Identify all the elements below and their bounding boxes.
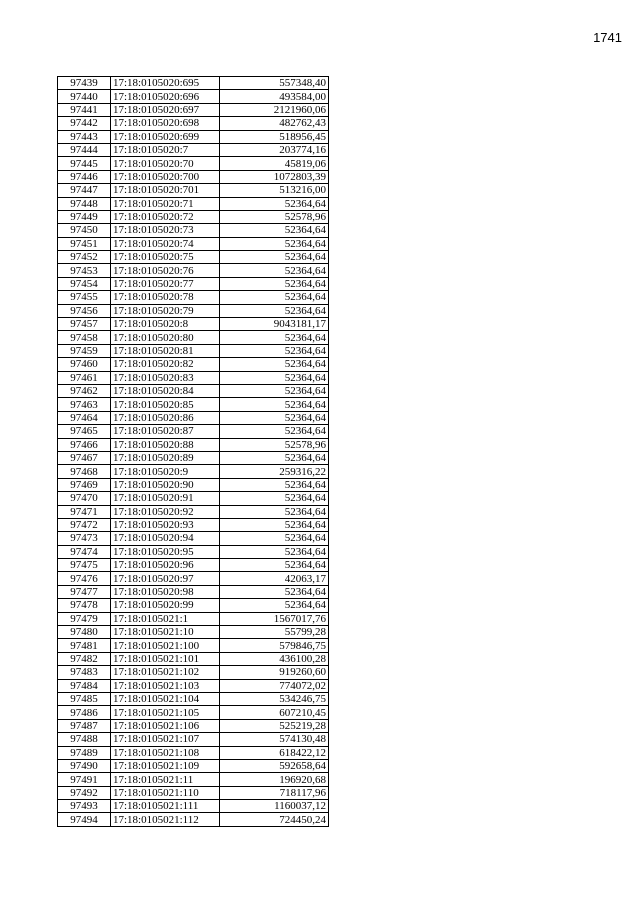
value-cell: 52364,64 — [220, 492, 329, 505]
cadastral-number-cell: 17:18:0105020:76 — [111, 264, 220, 277]
row-number-cell: 97485 — [58, 692, 111, 705]
table-row — [58, 318, 329, 331]
row-number-cell: 97474 — [58, 545, 111, 558]
value-cell: 52364,64 — [220, 264, 329, 277]
table-row — [58, 773, 329, 786]
cadastral-number-cell: 17:18:0105020:87 — [111, 425, 220, 438]
table-row — [58, 612, 329, 625]
value-cell: 534246,75 — [220, 692, 329, 705]
cadastral-number-cell: 17:18:0105020:82 — [111, 358, 220, 371]
row-number-cell: 97469 — [58, 478, 111, 491]
value-cell: 1072803,39 — [220, 170, 329, 183]
cadastral-number-cell: 17:18:0105020:697 — [111, 103, 220, 116]
cadastral-number-cell: 17:18:0105020:99 — [111, 599, 220, 612]
value-cell: 52364,64 — [220, 545, 329, 558]
value-cell: 52364,64 — [220, 599, 329, 612]
table-row — [58, 465, 329, 478]
value-cell: 52364,64 — [220, 304, 329, 317]
value-cell: 607210,45 — [220, 706, 329, 719]
row-number-cell: 97492 — [58, 786, 111, 799]
value-cell: 718117,96 — [220, 786, 329, 799]
table-row — [58, 251, 329, 264]
row-number-cell: 97483 — [58, 666, 111, 679]
row-number-cell: 97467 — [58, 451, 111, 464]
value-cell: 52364,64 — [220, 277, 329, 290]
row-number-cell: 97486 — [58, 706, 111, 719]
table-row — [58, 170, 329, 183]
cadastral-number-cell: 17:18:0105020:94 — [111, 532, 220, 545]
row-number-cell: 97458 — [58, 331, 111, 344]
row-number-cell: 97471 — [58, 505, 111, 518]
row-number-cell: 97449 — [58, 210, 111, 223]
table-row — [58, 264, 329, 277]
cadastral-number-cell: 17:18:0105021:112 — [111, 813, 220, 826]
cadastral-number-cell: 17:18:0105020:71 — [111, 197, 220, 210]
table-row — [58, 197, 329, 210]
cadastral-number-cell: 17:18:0105020:73 — [111, 224, 220, 237]
row-number-cell: 97477 — [58, 585, 111, 598]
value-cell: 513216,00 — [220, 184, 329, 197]
row-number-cell: 97456 — [58, 304, 111, 317]
table-row — [58, 411, 329, 424]
table-row — [58, 130, 329, 143]
page-number: 1741 — [593, 30, 622, 45]
table-row — [58, 210, 329, 223]
cadastral-number-cell: 17:18:0105020:80 — [111, 331, 220, 344]
cadastral-number-cell: 17:18:0105021:107 — [111, 733, 220, 746]
value-cell: 55799,28 — [220, 626, 329, 639]
table-row — [58, 626, 329, 639]
table-row — [58, 733, 329, 746]
table-row — [58, 237, 329, 250]
value-cell: 557348,40 — [220, 77, 329, 90]
value-cell: 52364,64 — [220, 398, 329, 411]
table-row — [58, 692, 329, 705]
table-row — [58, 451, 329, 464]
table-row — [58, 291, 329, 304]
row-number-cell: 97470 — [58, 492, 111, 505]
value-cell: 52364,64 — [220, 478, 329, 491]
table-row — [58, 344, 329, 357]
table-row — [58, 157, 329, 170]
cadastral-number-cell: 17:18:0105020:88 — [111, 438, 220, 451]
table-row — [58, 184, 329, 197]
table-row — [58, 532, 329, 545]
row-number-cell: 97487 — [58, 719, 111, 732]
row-number-cell: 97465 — [58, 425, 111, 438]
cadastral-number-cell: 17:18:0105020:98 — [111, 585, 220, 598]
table-row — [58, 518, 329, 531]
value-cell: 45819,06 — [220, 157, 329, 170]
value-cell: 52364,64 — [220, 291, 329, 304]
cadastral-number-cell: 17:18:0105021:111 — [111, 800, 220, 813]
value-cell: 592658,64 — [220, 759, 329, 772]
cadastral-number-cell: 17:18:0105020:70 — [111, 157, 220, 170]
value-cell: 52364,64 — [220, 532, 329, 545]
cadastral-number-cell: 17:18:0105021:1 — [111, 612, 220, 625]
table-row — [58, 143, 329, 156]
value-cell: 52364,64 — [220, 331, 329, 344]
row-number-cell: 97443 — [58, 130, 111, 143]
row-number-cell: 97488 — [58, 733, 111, 746]
cadastral-number-cell: 17:18:0105021:10 — [111, 626, 220, 639]
cadastral-number-cell: 17:18:0105021:102 — [111, 666, 220, 679]
cadastral-number-cell: 17:18:0105020:93 — [111, 518, 220, 531]
row-number-cell: 97493 — [58, 800, 111, 813]
table-row — [58, 585, 329, 598]
table-row — [58, 800, 329, 813]
value-cell: 493584,00 — [220, 90, 329, 103]
value-cell: 52364,64 — [220, 518, 329, 531]
cadastral-number-cell: 17:18:0105020:84 — [111, 384, 220, 397]
row-number-cell: 97481 — [58, 639, 111, 652]
table-row — [58, 398, 329, 411]
row-number-cell: 97491 — [58, 773, 111, 786]
table-row — [58, 505, 329, 518]
table-row — [58, 277, 329, 290]
table-row — [58, 478, 329, 491]
row-number-cell: 97490 — [58, 759, 111, 772]
value-cell: 525219,28 — [220, 719, 329, 732]
row-number-cell: 97439 — [58, 77, 111, 90]
row-number-cell: 97475 — [58, 559, 111, 572]
table-row — [58, 384, 329, 397]
value-cell: 1567017,76 — [220, 612, 329, 625]
cadastral-number-cell: 17:18:0105020:75 — [111, 251, 220, 264]
row-number-cell: 97463 — [58, 398, 111, 411]
cadastral-number-cell: 17:18:0105020:74 — [111, 237, 220, 250]
cadastral-number-cell: 17:18:0105020:85 — [111, 398, 220, 411]
table-row — [58, 425, 329, 438]
row-number-cell: 97453 — [58, 264, 111, 277]
cadastral-number-cell: 17:18:0105020:92 — [111, 505, 220, 518]
row-number-cell: 97457 — [58, 318, 111, 331]
table-row — [58, 224, 329, 237]
cadastral-number-cell: 17:18:0105020:7 — [111, 143, 220, 156]
cadastral-number-cell: 17:18:0105020:95 — [111, 545, 220, 558]
row-number-cell: 97445 — [58, 157, 111, 170]
table-row — [58, 746, 329, 759]
table-row — [58, 371, 329, 384]
cadastral-number-cell: 17:18:0105020:699 — [111, 130, 220, 143]
value-cell: 436100,28 — [220, 652, 329, 665]
table-row — [58, 545, 329, 558]
cadastral-number-cell: 17:18:0105020:696 — [111, 90, 220, 103]
value-cell: 42063,17 — [220, 572, 329, 585]
row-number-cell: 97468 — [58, 465, 111, 478]
cadastral-number-cell: 17:18:0105020:86 — [111, 411, 220, 424]
cadastral-number-cell: 17:18:0105020:83 — [111, 371, 220, 384]
value-cell: 2121960,06 — [220, 103, 329, 116]
cadastral-value-table — [57, 76, 329, 827]
row-number-cell: 97472 — [58, 518, 111, 531]
table-row — [58, 559, 329, 572]
cadastral-number-cell: 17:18:0105020:78 — [111, 291, 220, 304]
value-cell: 574130,48 — [220, 733, 329, 746]
row-number-cell: 97450 — [58, 224, 111, 237]
row-number-cell: 97447 — [58, 184, 111, 197]
table-row — [58, 331, 329, 344]
cadastral-number-cell: 17:18:0105020:77 — [111, 277, 220, 290]
value-cell: 52364,64 — [220, 251, 329, 264]
row-number-cell: 97442 — [58, 117, 111, 130]
row-number-cell: 97441 — [58, 103, 111, 116]
table-row — [58, 358, 329, 371]
value-cell: 52364,64 — [220, 344, 329, 357]
cadastral-number-cell: 17:18:0105021:109 — [111, 759, 220, 772]
value-cell: 9043181,17 — [220, 318, 329, 331]
cadastral-number-cell: 17:18:0105021:110 — [111, 786, 220, 799]
value-cell: 52364,64 — [220, 358, 329, 371]
row-number-cell: 97444 — [58, 143, 111, 156]
row-number-cell: 97480 — [58, 626, 111, 639]
value-cell: 52364,64 — [220, 224, 329, 237]
value-cell: 52578,96 — [220, 438, 329, 451]
table-row — [58, 492, 329, 505]
cadastral-number-cell: 17:18:0105020:97 — [111, 572, 220, 585]
row-number-cell: 97478 — [58, 599, 111, 612]
table-row — [58, 572, 329, 585]
table-row — [58, 90, 329, 103]
value-cell: 724450,24 — [220, 813, 329, 826]
value-cell: 196920,68 — [220, 773, 329, 786]
row-number-cell: 97459 — [58, 344, 111, 357]
row-number-cell: 97460 — [58, 358, 111, 371]
cadastral-number-cell: 17:18:0105020:72 — [111, 210, 220, 223]
table-row — [58, 304, 329, 317]
table-row — [58, 77, 329, 90]
value-cell: 52364,64 — [220, 451, 329, 464]
row-number-cell: 97461 — [58, 371, 111, 384]
row-number-cell: 97446 — [58, 170, 111, 183]
row-number-cell: 97448 — [58, 197, 111, 210]
cadastral-number-cell: 17:18:0105021:100 — [111, 639, 220, 652]
row-number-cell: 97451 — [58, 237, 111, 250]
row-number-cell: 97494 — [58, 813, 111, 826]
value-cell: 618422,12 — [220, 746, 329, 759]
row-number-cell: 97476 — [58, 572, 111, 585]
cadastral-number-cell: 17:18:0105020:8 — [111, 318, 220, 331]
value-cell: 52578,96 — [220, 210, 329, 223]
table-row — [58, 639, 329, 652]
cadastral-number-cell: 17:18:0105021:11 — [111, 773, 220, 786]
row-number-cell: 97464 — [58, 411, 111, 424]
table-row — [58, 666, 329, 679]
cadastral-number-cell: 17:18:0105020:96 — [111, 559, 220, 572]
table-row — [58, 438, 329, 451]
value-cell: 52364,64 — [220, 237, 329, 250]
cadastral-number-cell: 17:18:0105020:695 — [111, 77, 220, 90]
row-number-cell: 97466 — [58, 438, 111, 451]
cadastral-number-cell: 17:18:0105020:90 — [111, 478, 220, 491]
table-row — [58, 719, 329, 732]
value-cell: 579846,75 — [220, 639, 329, 652]
value-cell: 919260,60 — [220, 666, 329, 679]
row-number-cell: 97484 — [58, 679, 111, 692]
table-row — [58, 599, 329, 612]
cadastral-number-cell: 17:18:0105021:103 — [111, 679, 220, 692]
cadastral-number-cell: 17:18:0105020:79 — [111, 304, 220, 317]
table-row — [58, 813, 329, 826]
cadastral-number-cell: 17:18:0105020:91 — [111, 492, 220, 505]
cadastral-number-cell: 17:18:0105020:89 — [111, 451, 220, 464]
value-cell: 52364,64 — [220, 585, 329, 598]
row-number-cell: 97482 — [58, 652, 111, 665]
value-cell: 482762,43 — [220, 117, 329, 130]
cadastral-number-cell: 17:18:0105021:106 — [111, 719, 220, 732]
cadastral-number-cell: 17:18:0105021:108 — [111, 746, 220, 759]
value-cell: 52364,64 — [220, 425, 329, 438]
cadastral-number-cell: 17:18:0105020:700 — [111, 170, 220, 183]
value-cell: 52364,64 — [220, 505, 329, 518]
row-number-cell: 97489 — [58, 746, 111, 759]
cadastral-number-cell: 17:18:0105021:104 — [111, 692, 220, 705]
value-cell: 1160037,12 — [220, 800, 329, 813]
cadastral-number-cell: 17:18:0105020:9 — [111, 465, 220, 478]
value-cell: 518956,45 — [220, 130, 329, 143]
value-cell: 52364,64 — [220, 559, 329, 572]
row-number-cell: 97462 — [58, 384, 111, 397]
row-number-cell: 97479 — [58, 612, 111, 625]
table-row — [58, 679, 329, 692]
table-row — [58, 786, 329, 799]
value-cell: 259316,22 — [220, 465, 329, 478]
table-row — [58, 652, 329, 665]
value-cell: 774072,02 — [220, 679, 329, 692]
cadastral-number-cell: 17:18:0105021:105 — [111, 706, 220, 719]
row-number-cell: 97452 — [58, 251, 111, 264]
cadastral-number-cell: 17:18:0105020:81 — [111, 344, 220, 357]
cadastral-number-cell: 17:18:0105021:101 — [111, 652, 220, 665]
row-number-cell: 97473 — [58, 532, 111, 545]
table-body — [58, 77, 329, 827]
cadastral-number-cell: 17:18:0105020:698 — [111, 117, 220, 130]
value-cell: 52364,64 — [220, 411, 329, 424]
row-number-cell: 97440 — [58, 90, 111, 103]
value-cell: 203774,16 — [220, 143, 329, 156]
row-number-cell: 97454 — [58, 277, 111, 290]
table-row — [58, 103, 329, 116]
value-cell: 52364,64 — [220, 371, 329, 384]
value-cell: 52364,64 — [220, 197, 329, 210]
row-number-cell: 97455 — [58, 291, 111, 304]
table-row — [58, 117, 329, 130]
cadastral-number-cell: 17:18:0105020:701 — [111, 184, 220, 197]
table-row — [58, 706, 329, 719]
table-row — [58, 759, 329, 772]
value-cell: 52364,64 — [220, 384, 329, 397]
